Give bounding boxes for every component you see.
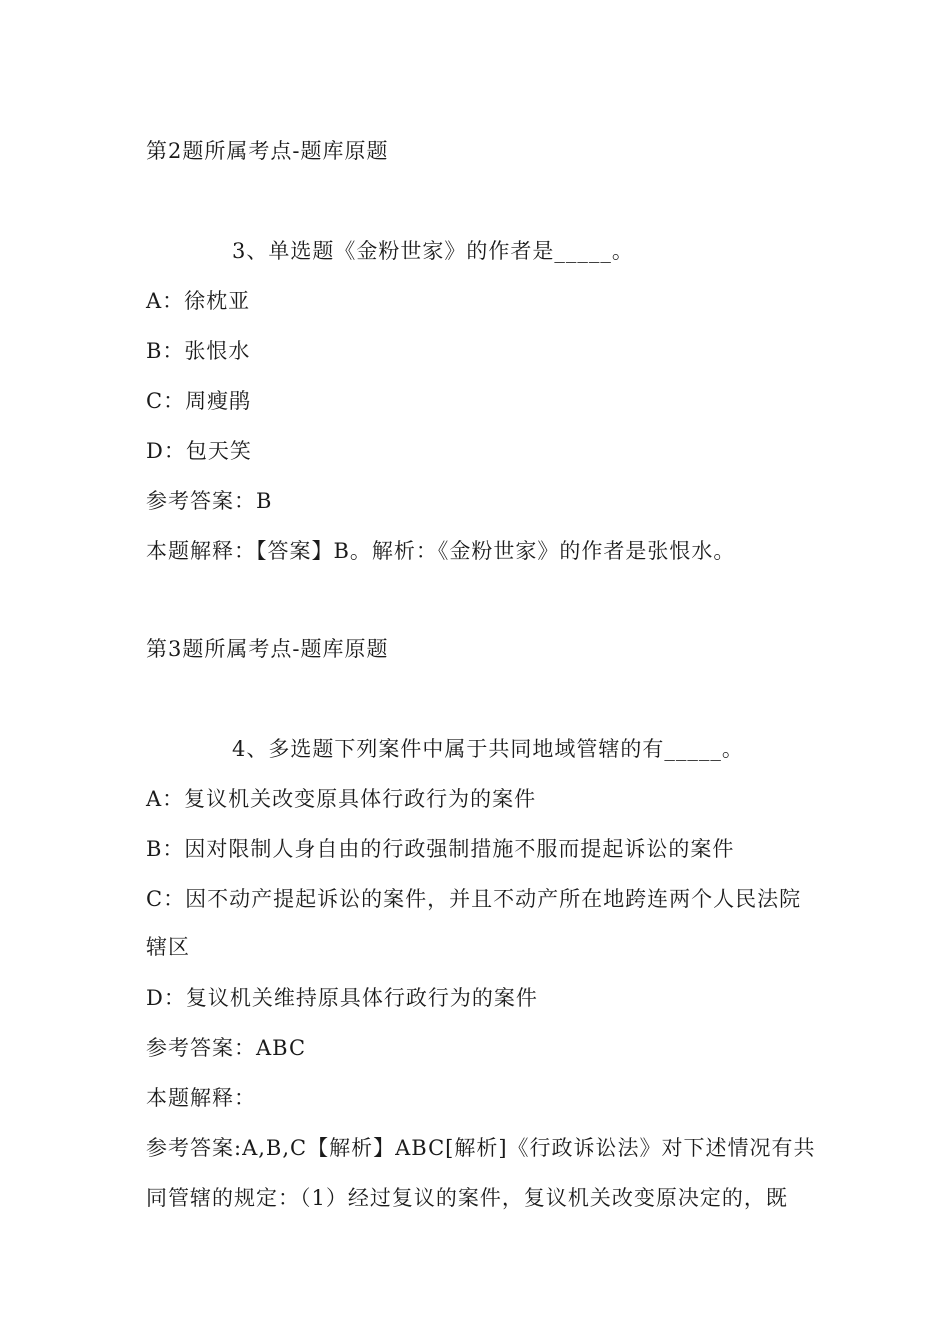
q3-option-b: B：张恨水 bbox=[146, 339, 251, 363]
q3-option-c: C：周瘦鹃 bbox=[146, 389, 252, 413]
q3-topic-label: 第3题所属考点-题库原题 bbox=[146, 637, 389, 661]
q4-option-d: D：复议机关维持原具体行政行为的案件 bbox=[146, 986, 538, 1010]
q4-option-a: A：复议机关改变原具体行政行为的案件 bbox=[146, 787, 537, 811]
q3-answer: 参考答案：B bbox=[146, 489, 273, 513]
q4-answer: 参考答案：ABC bbox=[146, 1036, 307, 1060]
q4-option-c: C：因不动产提起诉讼的案件，并且不动产所在地跨连两个人民法院 bbox=[146, 887, 802, 911]
q4-option-c-continued: 辖区 bbox=[146, 935, 190, 959]
q4-explanation-line-1: 参考答案:A,B,C【解析】ABC[解析]《行政诉讼法》对下述情况有共 bbox=[146, 1136, 816, 1160]
q4-option-b: B：因对限制人身自由的行政强制措施不服而提起诉讼的案件 bbox=[146, 837, 735, 861]
q3-explanation: 本题解释：【答案】B。解析：《金粉世家》的作者是张恨水。 bbox=[146, 539, 736, 563]
q2-topic-label: 第2题所属考点-题库原题 bbox=[146, 139, 389, 163]
q3-option-a: A：徐枕亚 bbox=[146, 289, 251, 313]
q4-stem: 4、多选题下列案件中属于共同地域管辖的有_____。 bbox=[232, 737, 744, 761]
q3-stem: 3、单选题《金粉世家》的作者是_____。 bbox=[232, 239, 634, 263]
q4-explanation-line-2: 同管辖的规定：（1）经过复议的案件，复议机关改变原决定的，既 bbox=[146, 1186, 788, 1210]
q3-option-d: D：包天笑 bbox=[146, 439, 252, 463]
q4-explanation-label: 本题解释： bbox=[146, 1086, 256, 1110]
